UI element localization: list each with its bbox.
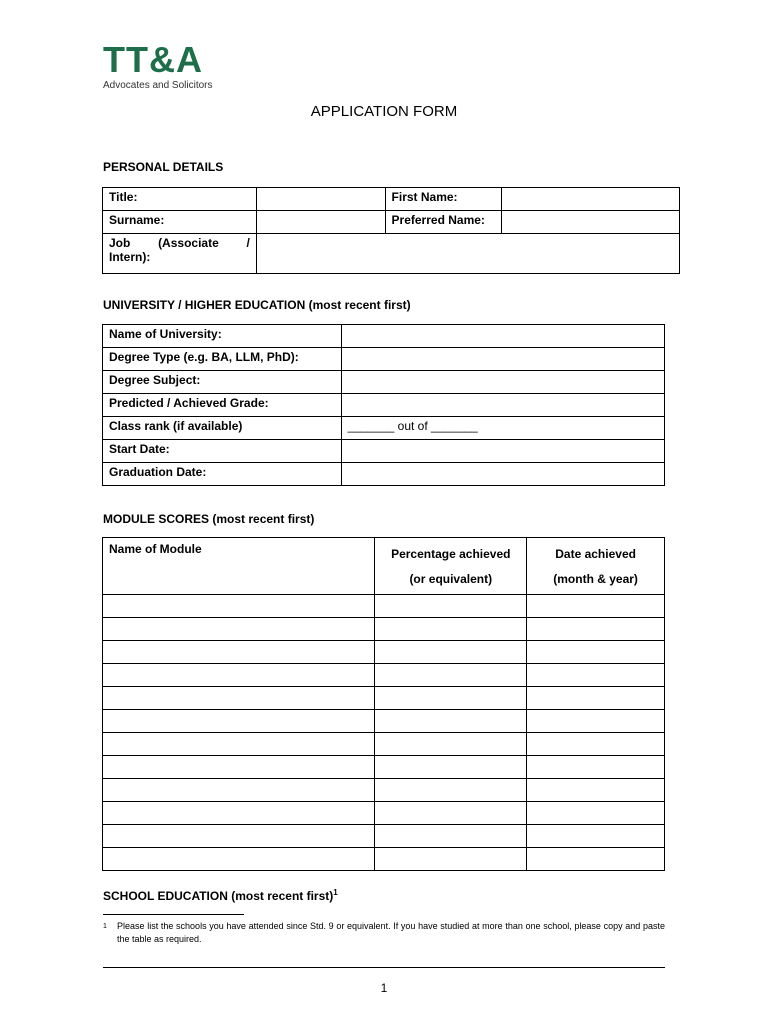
school-heading-note: (most recent first) (231, 889, 334, 903)
module-name-cell[interactable] (103, 618, 375, 641)
module-name-cell[interactable] (103, 595, 375, 618)
job-field[interactable] (256, 234, 679, 274)
table-row (103, 641, 665, 664)
percentage-cell[interactable] (375, 848, 527, 871)
table-row (103, 463, 665, 486)
university-field-label: Name of University: (103, 325, 342, 348)
module-heading-note: (most recent first) (212, 512, 315, 526)
footer-rule (103, 967, 665, 968)
table-row (103, 825, 665, 848)
table-row (103, 802, 665, 825)
footnote (103, 920, 665, 946)
table-row (103, 440, 665, 463)
module-name-cell[interactable] (103, 733, 375, 756)
date-achieved-cell[interactable] (527, 618, 665, 641)
university-field-value[interactable] (341, 440, 664, 463)
university-field-value[interactable] (341, 371, 664, 394)
table-row (103, 211, 680, 234)
university-field-label: Degree Subject: (103, 371, 342, 394)
module-name-cell[interactable] (103, 687, 375, 710)
university-heading-text: UNIVERSITY / HIGHER EDUCATION (103, 298, 306, 312)
date-achieved-cell[interactable] (527, 687, 665, 710)
job-label-word: Job (109, 236, 131, 250)
university-field-value[interactable] (341, 394, 664, 417)
date-achieved-cell[interactable] (527, 756, 665, 779)
percentage-cell[interactable] (375, 641, 527, 664)
date-achieved-cell[interactable] (527, 733, 665, 756)
university-field-label: Predicted / Achieved Grade: (103, 394, 342, 417)
percentage-header-line2: (or equivalent) (409, 572, 493, 586)
percentage-cell[interactable] (375, 710, 527, 733)
university-heading-note: (most recent first) (308, 298, 411, 312)
date-achieved-cell[interactable] (527, 641, 665, 664)
module-name-cell[interactable] (103, 641, 375, 664)
date-achieved-cell[interactable] (527, 664, 665, 687)
module-name-cell[interactable] (103, 825, 375, 848)
table-row (103, 595, 665, 618)
page-number: 1 (380, 981, 388, 995)
module-name-cell[interactable] (103, 664, 375, 687)
table-row (103, 417, 665, 440)
title-label: Title: (103, 188, 257, 211)
university-heading (103, 298, 411, 312)
school-heading-text: SCHOOL EDUCATION (103, 889, 228, 903)
university-field-label: Graduation Date: (103, 463, 342, 486)
table-row (103, 664, 665, 687)
percentage-header-line1: Percentage achieved (391, 547, 511, 561)
module-name-cell[interactable] (103, 802, 375, 825)
preferred-name-field[interactable] (502, 211, 680, 234)
table-row (103, 348, 665, 371)
surname-label: Surname: (103, 211, 257, 234)
personal-details-heading: PERSONAL DETAILS (103, 160, 224, 174)
university-field-label: Degree Type (e.g. BA, LLM, PhD): (103, 348, 342, 371)
date-achieved-cell[interactable] (527, 779, 665, 802)
job-label-options: (Associate (158, 236, 219, 250)
university-field-value[interactable] (341, 463, 664, 486)
university-field-label: Start Date: (103, 440, 342, 463)
date-header-line1: Date achieved (555, 547, 636, 561)
footnote-reference: 1 (333, 888, 338, 897)
date-achieved-cell[interactable] (527, 825, 665, 848)
first-name-label: First Name: (385, 188, 502, 211)
percentage-cell[interactable] (375, 595, 527, 618)
date-header-line2: (month & year) (553, 572, 638, 586)
table-row (103, 779, 665, 802)
page-title: APPLICATION FORM (310, 103, 458, 120)
percentage-cell[interactable] (375, 779, 527, 802)
company-logo (103, 39, 213, 91)
footnote-number: 1 (103, 923, 107, 930)
preferred-name-label: Preferred Name: (385, 211, 502, 234)
footnote-separator (103, 914, 244, 915)
title-field[interactable] (256, 188, 385, 211)
percentage-cell[interactable] (375, 802, 527, 825)
table-row (103, 371, 665, 394)
percentage-cell[interactable] (375, 687, 527, 710)
personal-details-table (102, 187, 680, 274)
module-scores-heading (103, 512, 314, 526)
percentage-cell[interactable] (375, 756, 527, 779)
date-achieved-cell[interactable] (527, 595, 665, 618)
job-label-line2: Intern): (109, 250, 151, 264)
module-name-cell[interactable] (103, 779, 375, 802)
table-header-row (103, 538, 665, 595)
footnote-text: Please list the schools you have attended since Std. 9 or equivalent. If you have studied at more than one school, please copy and paste the table as required. (117, 921, 665, 944)
table-row (103, 188, 680, 211)
table-row (103, 234, 680, 274)
date-achieved-header (527, 538, 665, 595)
surname-field[interactable] (256, 211, 385, 234)
job-label (103, 234, 257, 274)
university-field-value[interactable] (341, 325, 664, 348)
date-achieved-cell[interactable] (527, 848, 665, 871)
university-field-value[interactable]: _______ out of _______ (341, 417, 664, 440)
table-row (103, 325, 665, 348)
job-label-slash: / (246, 236, 250, 250)
percentage-cell[interactable] (375, 825, 527, 848)
percentage-header (375, 538, 527, 595)
percentage-cell[interactable] (375, 618, 527, 641)
university-table (102, 324, 665, 486)
module-scores-table (102, 537, 665, 871)
date-achieved-cell[interactable] (527, 802, 665, 825)
percentage-cell[interactable] (375, 733, 527, 756)
table-row (103, 733, 665, 756)
module-heading-text: MODULE SCORES (103, 512, 210, 526)
school-education-heading (103, 888, 338, 903)
table-row (103, 687, 665, 710)
table-row (103, 394, 665, 417)
logo-subtitle: Advocates and Solicitors (103, 80, 213, 91)
date-achieved-cell[interactable] (527, 710, 665, 733)
table-row (103, 618, 665, 641)
table-row (103, 756, 665, 779)
module-name-cell[interactable] (103, 848, 375, 871)
university-field-label: Class rank (if available) (103, 417, 342, 440)
university-field-value[interactable] (341, 348, 664, 371)
module-name-cell[interactable] (103, 710, 375, 733)
table-row (103, 710, 665, 733)
table-row (103, 848, 665, 871)
first-name-field[interactable] (502, 188, 680, 211)
percentage-cell[interactable] (375, 664, 527, 687)
logo-mark: TT&A (103, 39, 203, 80)
module-name-header: Name of Module (103, 538, 375, 595)
module-name-cell[interactable] (103, 756, 375, 779)
